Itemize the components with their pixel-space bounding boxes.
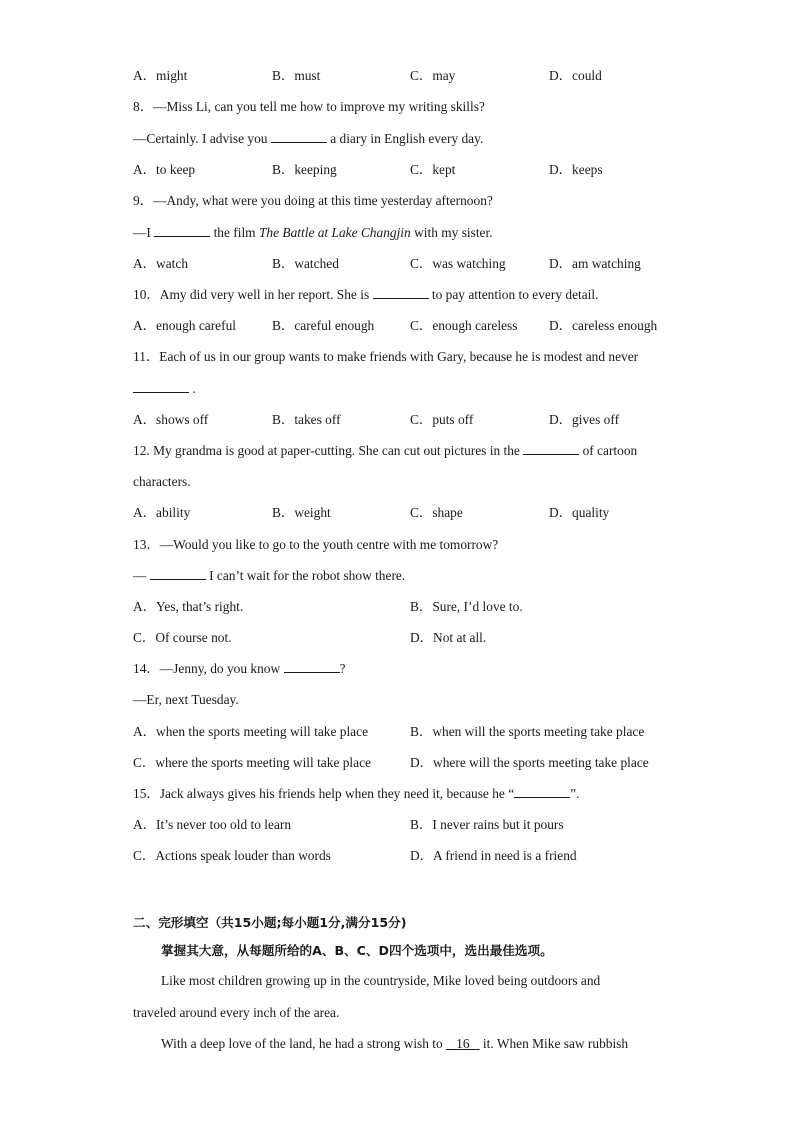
q11-answer-blank xyxy=(133,380,189,393)
q12-stem-before: 12. My grandma is good at paper-cutting. She can cut out pictures in the xyxy=(133,443,520,458)
passage-para2-after: it. When Mike saw rubbish xyxy=(482,1036,629,1051)
q9-option-b: B．watched xyxy=(272,256,339,271)
q13-option-a: A．Yes, that’s right. xyxy=(133,599,244,614)
q11-option-d: D．gives off xyxy=(549,412,620,427)
q15-stem xyxy=(133,785,579,803)
q15-option-b: B．I never rains but it pours xyxy=(410,817,564,832)
q8-option-a: A．to keep xyxy=(133,162,196,177)
q12-option-b: B．weight xyxy=(272,505,331,520)
passage-para2-line1 xyxy=(161,1035,628,1053)
q12-option-a: A．ability xyxy=(133,505,191,520)
q14-stem xyxy=(133,660,345,678)
q8-option-b: B．keeping xyxy=(272,162,337,177)
q14-reply: —Er, next Tuesday. xyxy=(133,692,239,707)
q13-answer-blank xyxy=(150,567,206,580)
section2-instruction: 掌握其大意，从每题所给的A、B、C、D四个选项中，选出最佳选项。 xyxy=(161,943,553,958)
q15-stem-after: ”. xyxy=(570,786,580,801)
q7-option-b: B．must xyxy=(272,68,321,83)
q9-film-title: The Battle at Lake Changjin xyxy=(258,225,411,240)
q8-option-d: D．keeps xyxy=(549,162,603,177)
q9-reply-before: —I xyxy=(133,225,151,240)
q9-option-c: C．was watching xyxy=(410,256,506,271)
q15-option-d: D．A friend in need is a friend xyxy=(410,848,577,863)
q13-option-b: B．Sure, I’d love to. xyxy=(410,599,523,614)
q8-stem: 8．—Miss Li, can you tell me how to improve my writing skills? xyxy=(133,99,485,114)
q9-option-d: D．am watching xyxy=(549,256,641,271)
q10-option-d: D．careless enough xyxy=(549,318,658,333)
q12-stem xyxy=(133,442,637,460)
q11-option-c: C．puts off xyxy=(410,412,474,427)
q14-option-a: A．when the sports meeting will take place xyxy=(133,724,369,739)
q10-option-c: C．enough careless xyxy=(410,318,518,333)
q13-option-d: D．Not at all. xyxy=(410,630,487,645)
q8-reply-after: a diary in English every day. xyxy=(330,131,484,146)
q10-option-b: B．careful enough xyxy=(272,318,375,333)
q10-stem xyxy=(133,286,598,304)
q9-answer-blank xyxy=(154,224,210,237)
q9-reply xyxy=(133,224,493,242)
q12-option-d: D．quality xyxy=(549,505,610,520)
q14-stem-before: 14．—Jenny, do you know xyxy=(133,661,281,676)
q12-answer-blank xyxy=(523,442,579,455)
cloze-blank-16-number: 16 xyxy=(456,1036,470,1051)
q15-option-a: A．It’s never too old to learn xyxy=(133,817,292,832)
q8-reply xyxy=(133,130,483,148)
q14-option-b: B．when will the sports meeting take place xyxy=(410,724,645,739)
q13-stem: 13．—Would you like to go to the youth centre with me tomorrow? xyxy=(133,537,499,552)
section2-title: 二、完形填空（共15小题;每小题1分,满分15分) xyxy=(133,915,407,930)
q15-answer-blank xyxy=(514,785,570,798)
passage-para1-line1: Like most children growing up in the countryside, Mike loved being outdoors and xyxy=(161,973,601,988)
q11-stem-line2 xyxy=(133,380,196,398)
q11-stem: 11．Each of us in our group wants to make friends with Gary, because he is modest and never xyxy=(133,349,639,364)
q15-option-c: C．Actions speak louder than words xyxy=(133,848,331,863)
cloze-blank-16 xyxy=(446,1036,479,1051)
q11-option-a: A．shows off xyxy=(133,412,209,427)
q13-reply xyxy=(133,567,405,585)
q12-option-c: C．shape xyxy=(410,505,463,520)
q10-option-a: A．enough careful xyxy=(133,318,236,333)
q14-option-d: D．where will the sports meeting take place xyxy=(410,755,649,770)
q10-answer-blank xyxy=(373,286,429,299)
q13-option-c: C．Of course not. xyxy=(133,630,232,645)
q12-stem-after: of cartoon xyxy=(582,443,638,458)
q12-stem-line2: characters. xyxy=(133,474,191,489)
q14-option-c: C．where the sports meeting will take place xyxy=(133,755,371,770)
q7-option-a: A．might xyxy=(133,68,188,83)
q11-stem-end: . xyxy=(192,381,196,396)
q8-answer-blank xyxy=(271,130,327,143)
q7-option-c: C．may xyxy=(410,68,456,83)
passage-para1-line2: traveled around every inch of the area. xyxy=(133,1005,340,1020)
q10-stem-after: to pay attention to every detail. xyxy=(431,287,599,302)
q8-reply-before: —Certainly. I advise you xyxy=(133,131,268,146)
q9-option-a: A．watch xyxy=(133,256,189,271)
q10-stem-before: 10．Amy did very well in her report. She is xyxy=(133,287,370,302)
q11-option-b: B．takes off xyxy=(272,412,341,427)
passage-para2-before: With a deep love of the land, he had a strong wish to xyxy=(161,1036,443,1051)
q9-reply-after: with my sister. xyxy=(414,225,493,240)
q13-reply-after: I can’t wait for the robot show there. xyxy=(209,568,406,583)
q7-option-d: D．could xyxy=(549,68,602,83)
q9-reply-mid: the film xyxy=(213,225,256,240)
q8-option-c: C．kept xyxy=(410,162,456,177)
q14-answer-blank xyxy=(284,660,340,673)
q15-stem-before: 15．Jack always gives his friends help when they need it, because he “ xyxy=(133,786,515,801)
q9-stem: 9．—Andy, what were you doing at this time yesterday afternoon? xyxy=(133,193,493,208)
q13-reply-before: — xyxy=(133,568,147,583)
q14-stem-after: ? xyxy=(339,661,346,676)
